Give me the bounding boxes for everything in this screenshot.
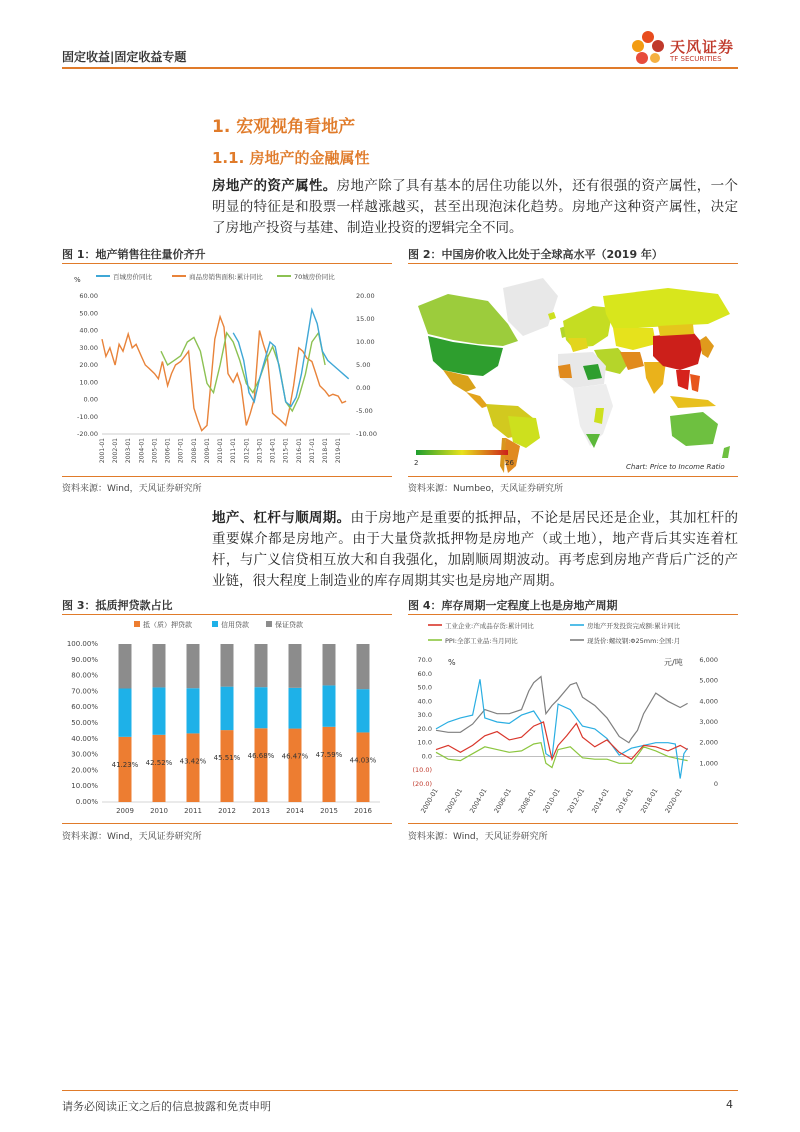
fig4-legend-label: PPI:全部工业品:当月同比 [445,637,518,645]
logo-flower-icon [626,27,670,67]
fig1-right-tick: 0.00 [356,384,371,392]
fig1-x-tick: 2012-01 [243,438,251,464]
fig1-x-tick: 2016-01 [295,438,303,464]
fig1-left-tick: -20.00 [77,430,98,438]
fig4-x-tick: 2020-01 [663,787,684,815]
fig3-data-label: 46.68% [247,752,275,761]
fig3-bar-segment [255,728,268,802]
fig3-data-label: 46.47% [281,752,309,761]
fig1-bottom-divider [62,476,392,477]
fig3-x-tick: 2014 [286,807,304,815]
fig3-data-label: 45.51% [213,754,241,763]
fig2-divider [408,263,738,264]
fig1-x-tick: 2002-01 [112,438,120,464]
fig1-series-line [233,310,349,407]
fig1-left-tick: 40.00 [79,326,98,335]
fig4-bottom-divider [408,823,738,824]
fig1-left-tick: 20.00 [79,361,98,369]
fig1-legend-label: 百城房价同比 [113,273,152,281]
fig1-x-tick: 2015-01 [282,438,290,464]
fig3-y-tick: 30.00% [71,750,98,759]
fig3-bar-segment [357,732,370,802]
fig2-source: 资料来源：Numbeo，天风证券研究所 [408,484,563,494]
fig1-right-tick: 15.00 [356,315,375,323]
fig3-bar-segment [119,737,132,802]
fig4-legend-label: 现货价:螺纹钢:Φ25mm:全国:月 [587,637,681,645]
fig3-legend-label: 保证贷款 [275,621,303,629]
fig4-left-tick: 60.0 [417,669,432,678]
fig3-y-tick: 100.00% [66,640,98,648]
fig1-x-tick: 2001-01 [99,438,106,464]
fig4-right-tick: 1,000 [699,759,718,768]
fig1-x-tick: 2007-01 [177,438,185,464]
fig3-x-tick: 2011 [184,807,202,815]
fig3-bar-segment [153,687,166,734]
paragraph-lead: 房地产的资产属性。 [212,178,337,194]
fig3-data-label: 47.59% [315,750,343,759]
fig4-x-tick: 2010-01 [541,787,562,815]
fig3-y-tick: 60.00% [71,703,98,712]
fig1-legend-label: 商品房销售面积:累计同比 [189,273,263,281]
fig3-x-tick: 2016 [354,807,372,815]
fig3-data-label: 44.03% [349,756,377,765]
fig4-right-tick: 0 [713,780,718,788]
paragraph-asset-attribute [212,176,738,239]
fig4-legend-label: 房地产开发投资完成额:累计同比 [587,622,681,630]
fig2-world-map [408,266,738,474]
fig1-ylabel: % [74,276,81,284]
fig1-x-tick: 2014-01 [269,438,277,464]
fig1-right-tick: 5.00 [356,361,371,369]
header-divider [62,67,738,69]
fig4-divider [408,614,738,615]
fig1-x-tick: 2010-01 [217,438,225,464]
heading-1: 1. 宏观视角看地产 [212,117,356,137]
fig2-caption: 图 2：中国房价收入比处于全球高水平（2019 年） [408,248,663,261]
fig3-x-tick: 2013 [252,807,270,815]
header-section-title: 固定收益|固定收益专题 [62,50,187,64]
fig3-y-tick: 90.00% [71,655,98,664]
fig4-left-tick: 70.0 [417,656,432,664]
fig1-right-tick: 20.00 [356,292,375,300]
fig3-x-tick: 2010 [150,807,168,815]
fig4-caption: 图 4：库存周期一定程度上也是房地产周期 [408,599,618,612]
fig3-x-tick: 2015 [320,807,338,815]
fig4-right-tick: 3,000 [699,718,718,726]
fig1-left-tick: -10.00 [77,412,98,421]
fig3-y-tick: 70.00% [71,687,98,696]
fig1-left-tick: 10.00 [79,378,98,387]
paragraph-body: 房地产除了具有基本的居住功能以外，还有很强的资产属性，一个明显的特征是和股票一样越涨越买，甚至出现泡沫化趋势。房地产这种资产属性，决定了房地产投资与基建、制造业投资的逻辑完全不同。 [212,178,739,236]
fig3-y-tick: 80.00% [71,671,98,680]
fig4-x-tick: 2018-01 [639,787,660,815]
fig3-y-tick: 0.00% [75,798,98,806]
fig1-x-tick: 2004-01 [138,438,146,464]
world-map-countries [418,278,730,473]
paragraph-lead: 地产、杠杆与顺周期。 [212,510,351,526]
fig3-y-tick: 50.00% [71,719,98,727]
fig3-y-tick: 20.00% [71,766,98,775]
fig3-bar-segment [323,685,336,726]
fig2-bottom-divider [408,476,738,477]
fig4-x-tick: 2002-01 [443,787,465,815]
fig3-bar-segment [289,644,302,688]
fig3-legend-swatch [134,621,140,627]
fig1-x-tick: 2006-01 [164,438,172,464]
fig4-right-tick: 5,000 [699,676,718,685]
fig3-y-tick: 10.00% [71,782,98,791]
fig1-x-tick: 2019-01 [335,438,343,464]
fig4-x-tick: 2004-01 [468,787,489,815]
fig3-data-label: 43.42% [179,757,207,766]
fig1-divider [62,263,392,264]
fig1-left-tick: 60.00 [79,292,98,300]
fig1-right-tick: -5.00 [356,407,373,415]
fig3-bar-segment [289,729,302,802]
fig1-legend-label: 70城房价同比 [294,273,335,281]
fig3-legend-swatch [266,621,272,627]
fig3-bar-segment [187,733,200,802]
fig1-left-tick: 0.00 [83,395,98,404]
fig3-bar-segment [323,644,336,685]
fig4-left-tick: 10.0 [417,738,432,747]
fig4-left-tick: (10.0) [412,766,432,775]
fig3-legend-label: 抵（质）押贷款 [143,621,192,629]
footer-divider [62,1090,738,1091]
fig4-ylabel-right: 元/吨 [664,658,683,667]
fig3-divider [62,614,392,615]
fig1-x-tick: 2009-01 [203,438,211,464]
fig4-legend-label: 工业企业:产成品存货:累计同比 [445,622,534,630]
fig3-legend-label: 信用贷款 [221,621,249,629]
fig3-bar-segment [119,689,132,737]
fig1-right-tick: 10.00 [356,338,375,346]
fig3-bar-segment [323,727,336,802]
fig3-bar-segment [289,688,302,729]
fig4-right-tick: 2,000 [699,738,718,747]
fig3-bar-segment [187,688,200,733]
fig1-series-line [102,317,346,431]
fig3-y-tick: 40.00% [71,734,98,743]
fig3-bar-segment [357,644,370,689]
fig1-left-tick: 30.00 [79,343,98,352]
fig4-right-tick: 4,000 [699,697,718,706]
fig3-bottom-divider [62,823,392,824]
fig4-left-tick: (20.0) [412,780,432,788]
fig3-bar-segment [153,644,166,687]
fig3-x-tick: 2009 [116,807,134,815]
page-number: 4 [726,1098,733,1111]
fig1-x-tick: 2008-01 [190,438,198,464]
fig3-bar-segment [153,735,166,802]
logo-text-en: TF SECURITIES [670,55,722,63]
fig4-left-tick: 40.0 [417,697,432,706]
fig3-bar-segment [221,644,234,687]
fig4-ylabel-left: % [448,658,456,667]
fig4-x-tick: 2000-01 [419,787,440,815]
fig3-data-label: 42.52% [145,758,173,767]
fig1-caption: 图 1：地产销售往往量价齐升 [62,248,206,261]
fig1-chart [62,266,392,474]
fig4-left-tick: 30.0 [417,711,432,720]
fig1-right-tick: -10.00 [356,430,377,438]
fig4-x-tick: 2012-01 [565,787,587,815]
footer-disclaimer: 请务必阅读正文之后的信息披露和免责申明 [62,1100,271,1113]
fig4-left-tick: 0.0 [421,752,432,761]
fig3-data-label: 41.23% [111,760,139,769]
fig4-x-tick: 2014-01 [590,787,611,815]
fig3-bar-segment [255,644,268,687]
fig3-bar-segment [357,689,370,732]
fig4-source: 资料来源：Wind，天风证券研究所 [408,832,548,842]
fig4-right-tick: 6,000 [699,656,718,664]
fig3-caption: 图 3：抵质押贷款占比 [62,599,173,612]
fig4-left-tick: 50.0 [417,683,432,692]
fig1-source: 资料来源：Wind，天风证券研究所 [62,484,202,494]
heading-2: 1.1. 房地产的金融属性 [212,149,370,167]
fig3-chart [62,616,392,822]
fig3-bar-segment [119,644,132,689]
fig3-source: 资料来源：Wind，天风证券研究所 [62,832,202,842]
logo-text-cn: 天风证券 [670,38,735,56]
fig1-x-tick: 2018-01 [322,438,330,464]
map-color-legend [416,450,508,455]
fig4-chart [408,616,738,822]
fig1-x-tick: 2003-01 [125,438,133,464]
fig4-x-tick: 2016-01 [614,787,636,815]
map-legend-max: 26 [505,459,514,467]
fig3-bar-segment [221,687,234,730]
fig4-x-tick: 2006-01 [492,787,514,815]
fig1-x-tick: 2005-01 [151,438,159,464]
fig1-left-tick: 50.00 [79,309,98,318]
fig3-legend-swatch [212,621,218,627]
fig3-bar-segment [255,687,268,728]
fig3-bar-segment [221,730,234,802]
paragraph-leverage-cycle [212,508,738,592]
fig4-x-tick: 2008-01 [516,787,538,815]
paragraph-body: 由于房地产是重要的抵押品，不论是居民还是企业，其加杠杆的重要媒介都是房地产。由于大量贷款抵押物是房地产（或土地），地产背后其实连着杠杆，与广义信贷相互放大和自我强化，加剧顺周期波动。再考虑到房地产背后广泛的产业链，很大程度上制造业的库存周期其实也是房地产周期。 [212,510,739,589]
map-legend-min: 2 [414,459,419,467]
fig4-left-tick: 20.0 [417,724,432,733]
fig3-x-tick: 2012 [218,807,236,815]
map-chart-note: Chart: Price to Income Ratio [626,463,725,471]
fig3-bar-segment [187,644,200,688]
fig1-x-tick: 2017-01 [308,438,316,464]
fig1-x-tick: 2013-01 [256,438,264,464]
fig1-x-tick: 2011-01 [230,438,238,464]
